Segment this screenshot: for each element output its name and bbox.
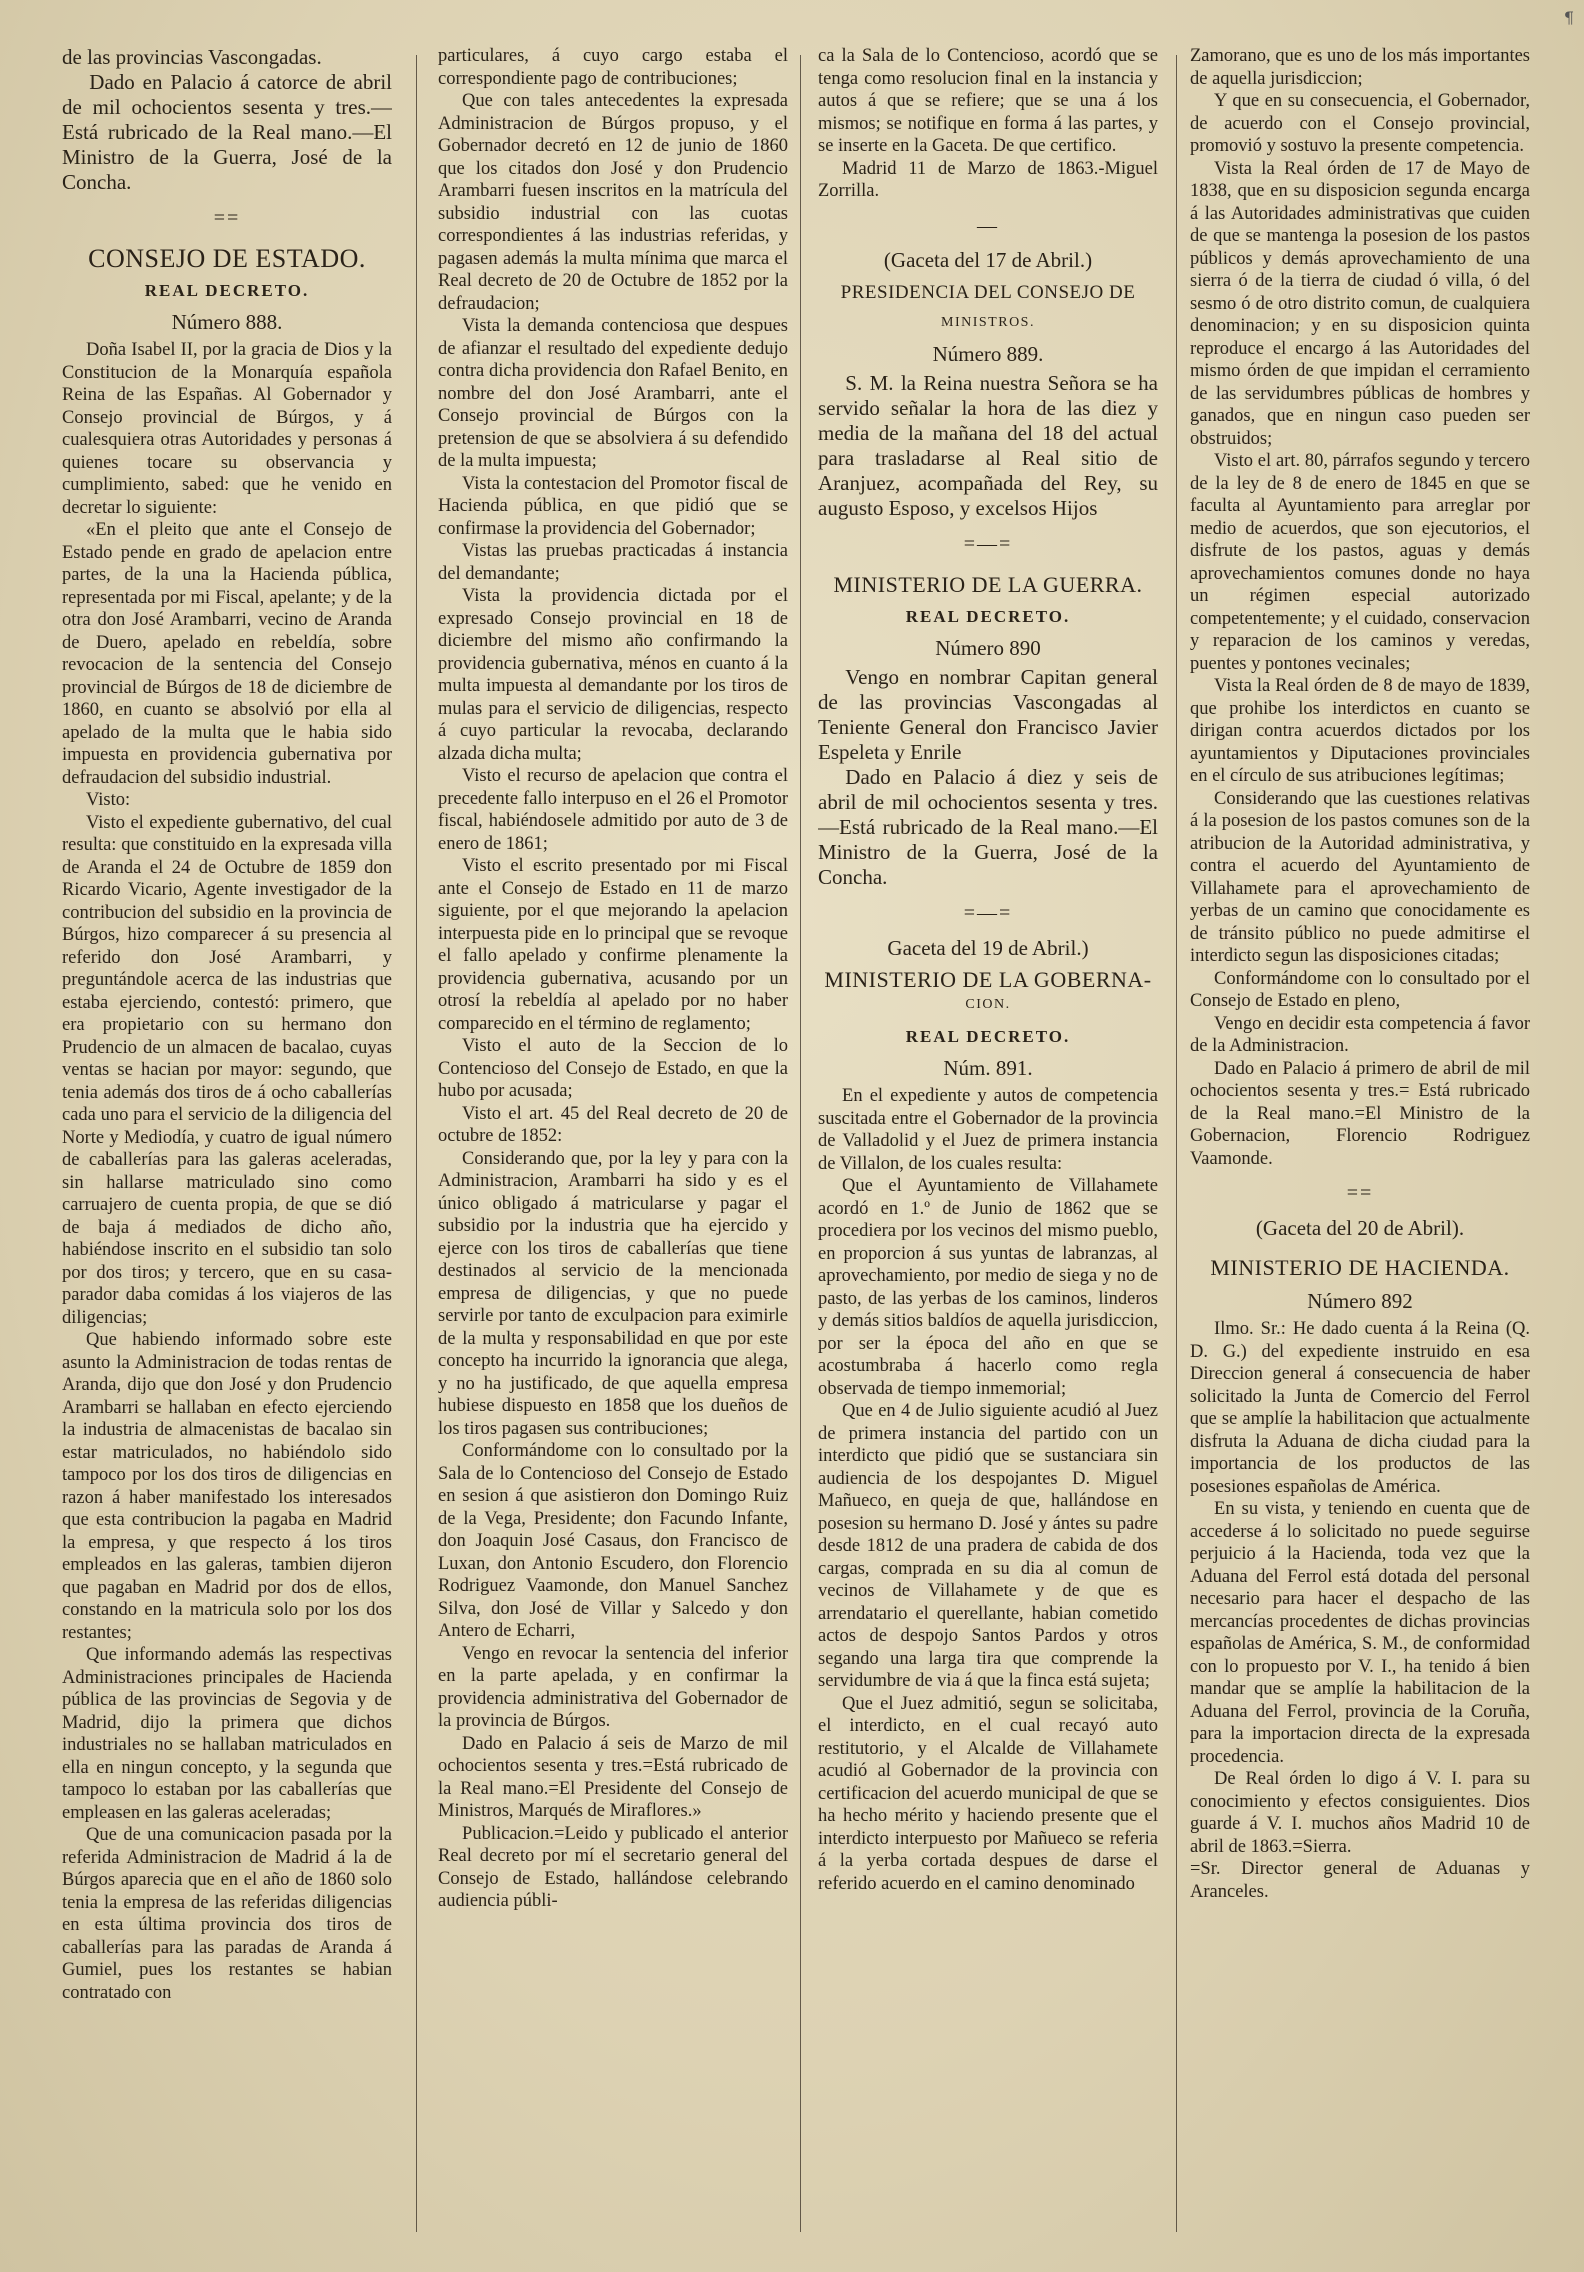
column-rule xyxy=(800,55,801,2232)
corner-mark: ¶ xyxy=(1563,8,1574,27)
paragraph: Que en 4 de Julio siguiente acudió al Juez de primera instancia del partido con un interdicto que pidió que se sustanciara sin audiencia de los despojantes D. Miguel Mañueco, en queja de que, hallándose en posesion su hermano D. José y ántes su padre desde 1812 de una pradera de cabida de dos cargas, comprada en su dia al comun de vecinos de Villahamete y de que es arrendatario el querellante, habian cometido actos de despojo Santos Pardos y otros segando una larga tira que comprende la servidumbre de via á que la finca está sujeta; xyxy=(818,1401,1158,1691)
gazette-date: Gaceta del 19 de Abril.) xyxy=(887,935,1089,960)
paragraph: Vengo en revocar la sentencia del inferior en la parte apelada, y en confirmar la providencia administrativa del Gobernador de la provincia de Búrgos. xyxy=(438,1643,788,1731)
paragraph: De Real órden lo digo á V. I. para su conocimiento y efectos consiguientes. Dios guarde á V. I. muchos años Madrid 10 de abril de 1863.=Sierra. xyxy=(1190,1769,1530,1857)
paragraph: Considerando que las cuestiones relativas á la posesion de los pastos comunes son de la atribucion de la Autoridad administrativa, y contra el acuerdo del Ayuntamiento de Villahamete para el aprovechamiento de yerbas de un camino que conocidamente es de tránsito público no puede admitirse el interdicto segun las disposiciones citadas; xyxy=(1190,788,1530,966)
paragraph: Vengo en decidir esta competencia á favor de la Administracion. xyxy=(1190,1013,1530,1056)
paragraph: Dado en Palacio á seis de Marzo de mil ochocientos sesenta y tres.=Está rubricado de la Real mano.=El Presidente del Consejo de Ministros, Marqués de Miraflores.» xyxy=(438,1733,788,1821)
paragraph: Zamorano, que es uno de los más importantes de aquella jurisdiccion; xyxy=(1190,46,1530,89)
separator: == xyxy=(213,207,241,229)
paragraph: En su vista, y teniendo en cuenta que de accederse á lo solicitado no puede seguirse perjuicio á la Hacienda, toda vez que la Aduana del Ferrol está dotada del personal necesario para hacer el despacho de las mercancías procedentes de dichas provincias españolas de América, S. M., de conformidad con lo propuesto por V. I., ha tenido á bien mandar que se amplíe la habilitacion de la Aduana del Ferrol, provincia de la Coruña, para la importacion directa de la expresada procedencia. xyxy=(1190,1499,1530,1767)
paragraph: Que informando además las respectivas Administraciones principales de Hacienda pública de las provincias de Segovia y de Madrid, dijo la primera que dichos industriales no se hallaban matriculados en ella en ningun concepto, y la segunda que tampoco lo estaban por las caballerías que empleasen en las galeras aceleradas; xyxy=(62,1645,392,1823)
separator: == xyxy=(1346,1182,1374,1204)
paragraph: =Sr. Director general de Aduanas y Aranceles. xyxy=(1190,1859,1530,1902)
column-rule xyxy=(416,55,417,2232)
paragraph: de las provincias Vascongadas. xyxy=(62,45,322,69)
section-heading: MINISTERIO DE HACIENDA. xyxy=(1210,1255,1510,1280)
paragraph: Que de una comunicacion pasada por la referida Administracion de Madrid á la de Búrgos aparecia que en el año de 1860 solo tenia la empresa de las referidas diligencias en esta última provincia dos tiros de caballerías para las paradas de Aranda á Gumiel, pues los restantes se habian contratado con xyxy=(62,1825,392,2003)
paragraph: Vengo en nombrar Capitan general de las provincias Vascongadas al Teniente General don Francisco Javier Espeleta y Enrile xyxy=(818,665,1158,764)
section-heading: MINISTERIO DE LA GOBERNA- xyxy=(824,967,1152,992)
paragraph: particulares, á cuyo cargo estaba el correspondiente pago de contribuciones; xyxy=(438,46,788,89)
paragraph: «En el pleito que ante el Consejo de Estado pende en grado de apelacion entre partes, de la una la Hacienda pública, representada por mi Fiscal, apelante; y de la otra don José Arambarri, vecino de Aranda de Duero, apelado en rebeldía, sobre revocacion de la sentencia del Consejo provincial de Búrgos de 18 de diciembre de 1860, en cuanto se absolvió por ella al apelado de la multa que le habia sido impuesta en providencia gubernativa por defraudacion del subsidio industrial. xyxy=(62,520,392,788)
paragraph: Y que en su consecuencia, el Gobernador, de acuerdo con el Consejo provincial, promovió y sostuvo la presente competencia. xyxy=(1190,91,1530,156)
paragraph: Publicacion.=Leido y publicado el anterior Real decreto por mí el secretario general del Consejo de Estado, hallándose celebrando audiencia públi- xyxy=(438,1823,788,1911)
paragraph: Dado en Palacio á catorce de abril de mil ochocientos sesenta y tres.—Está rubricado de la Real mano.—El Ministro de la Guerra, José de la Concha. xyxy=(62,70,392,194)
section-heading-cont: CION. xyxy=(965,996,1011,1012)
section-heading: PRESIDENCIA DEL CONSEJO DE xyxy=(840,281,1136,303)
decree-number: Número 892 xyxy=(1307,1288,1413,1313)
section-heading: CONSEJO DE ESTADO. xyxy=(88,243,366,273)
separator: — xyxy=(977,214,999,237)
paragraph: Vistas las pruebas practicadas á instancia del demandante; xyxy=(438,541,788,584)
decree-number: Núm. 891. xyxy=(943,1055,1033,1080)
gazette-date: (Gaceta del 17 de Abril.) xyxy=(883,248,1093,272)
paragraph: Conformándome con lo consultado por la Sala de lo Contencioso del Consejo de Estado en sesion á que asistieron don Domingo Ruiz de la Vega, Presidente; don Facundo Infante, don Joaquin José Casaus, don Francisco de Luxan, don Antonio Escudero, don Florencio Rodriguez Vaamonde, don Manuel Sanchez Silva, don José de Villar y Salcedo y don Antero de Echarri, xyxy=(438,1441,788,1641)
paragraph: Considerando que, por la ley y para con la Administracion, Arambarri ha sido y es el único obligado á matricularse y pagar el subsidio por la industria que ha ejercido y ejerce con los tiros de caballerías que tiene destinados al servicio de la mencionada empresa de diligencias, y que no puede servirle por tanto de exculpacion para eximirle de la multa y responsabilidad en que por este concepto ha incurrido la ignorancia que alega, y no ha justificado, de que aquella empresa hubiese dispuesto en 1858 que los dueños de los tiros pagasen sus contribuciones; xyxy=(438,1148,788,1439)
paragraph: Vista la Real órden de 17 de Mayo de 1838, que en su disposicion segunda encarga á las Autoridades administrativas que cuiden de que se mantenga la posesion de los pastos públicos y demás aprovechamiento de una sierra ó de la tierra de ciudad ó villa, ó del sesmo ó de otro distrito comun, de cualquiera denominacion; y en su disposicion quinta reproduce el encargo á las Autoridades del mismo órden de que impidan el cerramiento de las servidumbres públicas de hombres y ganados, que en ningun caso pueden ser obstruidos; xyxy=(1190,158,1530,449)
decree-number: Número 888. xyxy=(171,309,283,334)
gazette-date: (Gaceta del 20 de Abril). xyxy=(1255,1215,1465,1240)
paragraph: Vista la providencia dictada por el expresado Consejo provincial en 18 de diciembre del mismo año confirmando la providencia gubernativa, ménos en cuanto á la multa impuesta al demandante por los tiros de mulas para el servicio de diligencias, respecto á cuyo particular la revocaba, declarando alzada dicha multa; xyxy=(438,586,788,764)
paragraph: S. M. la Reina nuestra Señora se ha servido señalar la hora de las diez y media de la mañana del 18 del actual para trasladarse al Real sitio de Aranjuez, acompañada del Rey, su augusto Esposo, y excelsos Hijos xyxy=(818,371,1158,520)
decree-number: Número 890 xyxy=(935,635,1041,660)
paragraph: Que el Ayuntamiento de Villahamete acordó en 1.º de Junio de 1862 que se procediera por los vecinos del mismo pueblo, en proporcion á sus yuntas de labranzas, al aprovechamiento, por medio de siega y no de pasto, de las yerbas de los caminos, linderos y demás sitios baldíos de aquella jurisdiccion, por ser la época del año en que se acostumbraba á hacerlo como regla observada de tiempo inmemorial; xyxy=(818,1176,1158,1399)
paragraph: Visto: xyxy=(86,790,131,810)
column-4 xyxy=(1190,45,1530,2252)
paragraph: Visto el recurso de apelacion que contra el precedente fallo interpuso en el 26 el Promotor fiscal, habiéndosele admitido por auto de 3 de enero de 1861; xyxy=(438,766,788,854)
column-1 xyxy=(62,45,392,2252)
paragraph: Conformándome con lo consultado por el Consejo de Estado en pleno, xyxy=(1190,968,1530,1011)
column-rule xyxy=(1176,55,1177,2232)
paragraph: Madrid 11 de Marzo de 1863.-Miguel Zorrilla. xyxy=(818,158,1158,201)
decree-number: Número 889. xyxy=(932,341,1044,366)
paragraph: Que habiendo informado sobre este asunto la Administracion de todas rentas de Aranda, dijo que don José y don Prudencio Arambarri se hallaban en efecto ejerciendo la industria de almacenistas de bacalao sin estar matriculados, no habiéndolo sido tampoco por los dos tiros de diligencias en razon á haber manifestado los interesados que esta contribucion la pagaba en Madrid la empresa, y que respecto á los tiros empleados en las galeras, tambien dijeron que pagaban en Madrid por dos de ellos, constando en la matricula solo por los dos restantes; xyxy=(62,1330,392,1643)
paragraph: Visto el escrito presentado por mi Fiscal ante el Consejo de Estado en 11 de marzo siguiente, por el que mejorando la apelacion interpuesta pide en lo principal que se revoque el fallo apelado y confirme plenamente la providencia gubernativa, acusando por un otrosí la rebeldía al apelado por no haber comparecido en el término de reglamento; xyxy=(438,856,788,1034)
paragraph: Visto el expediente gubernativo, del cual resulta: que constituido en la expresada villa de Aranda el 24 de Octubre de 1859 don Ricardo Vicario, Agente investigador de la contribucion del subsidio en la provincia de Búrgos, hizo comparecer á su presencia al referido don José Arambarri, y preguntándole acerca de las industrias que estaba ejerciendo, contestó: primero, que era propietario con su hermano don Prudencio de un almacen de bacalao, cuyas ventas se hacian por mayor: segundo, que tenia además dos tiros de á ocho caballerías cada uno para el servicio de la diligencia del Norte y Mediodía, y cuatro de igual número de caballerías para las galeras aceleradas, sin hallarse matriculado sino como carruajero de cuenta propia, de que se dió de baja á mediados de dicho año, habiéndose inscrito en el subsidio tan solo por dos tiros; y tercero, que en su casa-parador daba comidas á los viajeros de las diligencias; xyxy=(62,812,392,1328)
paragraph: Vista la contestacion del Promotor fiscal de Hacienda pública, en que pidió que se confirmase la providencia del Gobernador; xyxy=(438,473,788,539)
paragraph: Doña Isabel II, por la gracia de Dios y la Constitucion de la Monarquía española Reina de las Españas. Al Gobernador y Consejo provincial de Búrgos, y á cualesquiera otras Autoridades y personas á quienes tocare su observancia y cumplimiento, sabed: que he venido en decretar lo siguiente: xyxy=(62,340,392,518)
decree-heading: REAL DECRETO. xyxy=(144,281,310,300)
decree-heading: REAL DECRETO. xyxy=(905,607,1071,626)
paragraph: Ilmo. Sr.: He dado cuenta á la Reina (Q. D. G.) del expediente instruido en esa Direccion general á consecuencia de haber solicitado la Junta de Comercio del Ferrol que se amplíe la habilitacion que actualmente disfruta la Aduana de dicha ciudad para la importancia de los productos de las posesiones españolas de América. xyxy=(1190,1319,1530,1497)
column-2 xyxy=(438,45,788,2252)
paragraph: Dado en Palacio á diez y seis de abril de mil ochocientos sesenta y tres.—Está rubricado de la Real mano.—El Ministro de la Guerra, José de la Concha. xyxy=(818,765,1158,889)
paragraph: Visto el art. 80, párrafos segundo y tercero de la ley de 8 de enero de 1845 en que se faculta al Ayuntamiento para arreglar por medio de acuerdos, que son ejecutorios, el disfrute de los pastos, aguas y demás aprovechamientos comunes donde no haya un régimen especial autorizado competentemente; y el cuidado, conservacion y reparacion de los caminos y veredas, puentes y pontones vecinales; xyxy=(1190,451,1530,674)
paragraph: Visto el auto de la Seccion de lo Contencioso del Consejo de Estado, en que la hubo por acusada; xyxy=(438,1036,788,1101)
paragraph: Dado en Palacio á primero de abril de mil ochocientos sesenta y tres.= Está rubricado de la Real mano.=El Ministro de la Gobernacion, Florencio Rodriguez Vaamonde. xyxy=(1190,1058,1530,1169)
decree-heading: REAL DECRETO. xyxy=(905,1027,1071,1046)
column-3 xyxy=(818,45,1158,2252)
paragraph: ca la Sala de lo Contencioso, acordó que se tenga como resolucion final en la instancia y autos á que se refiere; que se una á los mismos; se notifique en forma á las partes, y se inserte en la Gaceta. De que certifico. xyxy=(818,46,1158,156)
paragraph: Vista la Real órden de 8 de mayo de 1839, que prohibe los interdictos en cuanto se dirigan contra acuerdos dictados por los ayuntamientos y Diputaciones provinciales en el círculo de sus atribuciones legítimas; xyxy=(1190,676,1530,786)
section-heading-cont: MINISTROS. xyxy=(941,315,1035,330)
separator: =—= xyxy=(963,533,1013,555)
paragraph: Vista la demanda contenciosa que despues de afianzar el resultado del expediente dedujo contra dicha providencia don Rafael Benito, en nombre del don José Arambarri, ante el Consejo provincial de Búrgos con la pretension de que se absolviera á su defendido de la multa impuesta; xyxy=(438,316,788,471)
paragraph: Que el Juez admitió, segun se solicitaba, el interdicto, en el cual recayó auto restitutorio, y el Alcalde de Villahamete acudió al Gobernador de la provincia con certificacion del acuerdo municipal de que se ha hecho mérito y haciendo presente que el interdicto interpuesto por Mañueco se referia á la yerba cortada despues de darse el referido acuerdo en el camino denominado xyxy=(818,1693,1158,1894)
paragraph: Que con tales antecedentes la expresada Administracion de Búrgos propuso, y el Gobernador decretó en 12 de junio de 1860 que los citados don José y don Prudencio Arambarri fuesen inscritos en la matrícula del subsidio industrial con las cuotas correspondientes á las industrias referidas, y pagasen además la multa mínima que marca el Real decreto de 20 de Octubre de 1852 por la defraudacion; xyxy=(438,91,788,314)
paragraph: Visto el art. 45 del Real decreto de 20 de octubre de 1852: xyxy=(438,1103,788,1146)
paragraph: En el expediente y autos de competencia suscitada entre el Gobernador de la provincia de Valladolid y el Juez de primera instancia de Villalon, de los cuales resulta: xyxy=(818,1086,1158,1174)
section-heading: MINISTERIO DE LA GUERRA. xyxy=(833,571,1143,597)
separator: =—= xyxy=(963,902,1013,924)
